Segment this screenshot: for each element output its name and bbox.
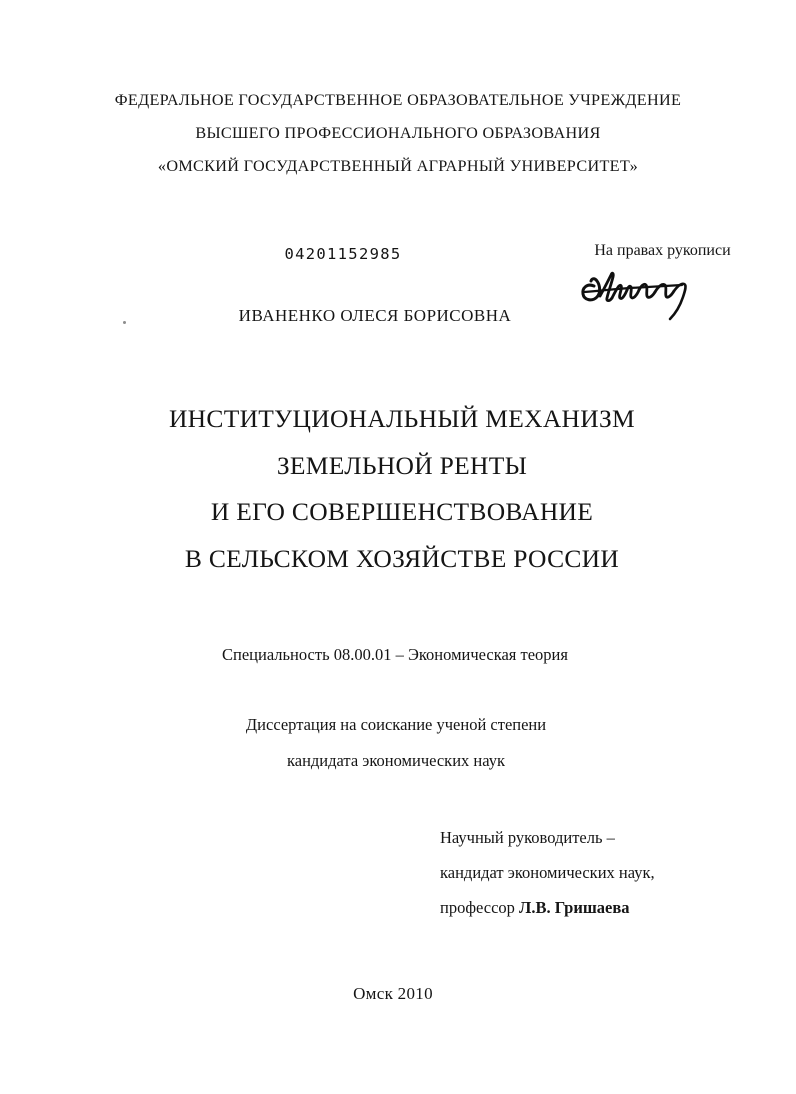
supervisor-degree: кандидат экономических наук, [440,863,655,882]
supervisor-name-line [440,890,770,925]
manuscript-rights-note [555,240,770,262]
dissertation-title [0,396,796,582]
author-name [0,306,796,326]
title-line-1: ИНСТИТУЦИОНАЛЬНЫЙ МЕХАНИЗМ [168,404,636,433]
supervisor-block [440,820,770,925]
specialty-text: Специальность 08.00.01 – Экономическая теория [222,645,568,664]
place-and-year [0,984,796,1004]
degree-statement [0,707,796,779]
supervisor-rank: профессор [440,898,520,917]
title-line-4: В СЕЛЬСКОМ ХОЗЯЙСТВЕ РОССИИ [184,543,620,573]
title-line-2: ЗЕМЕЛЬНОЙ РЕНТЫ [276,450,528,480]
degree-statement-line-1: Диссертация на соискание ученой степени [245,715,547,734]
manuscript-rights-text: На правах рукописи [594,242,731,259]
supervisor-name: Л.В. Гришаева [519,898,630,917]
university-header [0,84,796,183]
university-header-line-1: ФЕДЕРАЛЬНОЕ ГОСУДАРСТВЕННОЕ ОБРАЗОВАТЕЛЬНОЕ УЧРЕЖДЕНИЕ [114,91,682,109]
author-name-value: ИВАНЕНКО ОЛЕСЯ БОРИСОВНА [238,306,512,325]
degree-statement-line-2: кандидата экономических наук [286,751,505,770]
catalog-number-value: 04201152985 [284,245,402,263]
university-header-line-3: «ОМСКИЙ ГОСУДАРСТВЕННЫЙ АГРАРНЫЙ УНИВЕРСИТЕТ» [157,157,639,175]
specialty-line [0,645,796,665]
university-header-line-2: ВЫСШЕГО ПРОФЕССИОНАЛЬНОГО ОБРАЗОВАНИЯ [195,124,601,142]
supervisor-label: Научный руководитель – [440,828,615,847]
place-and-year-value: Омск 2010 [353,984,433,1003]
title-line-3: И ЕГО СОВЕРШЕНСТВОВАНИЕ [210,497,594,526]
